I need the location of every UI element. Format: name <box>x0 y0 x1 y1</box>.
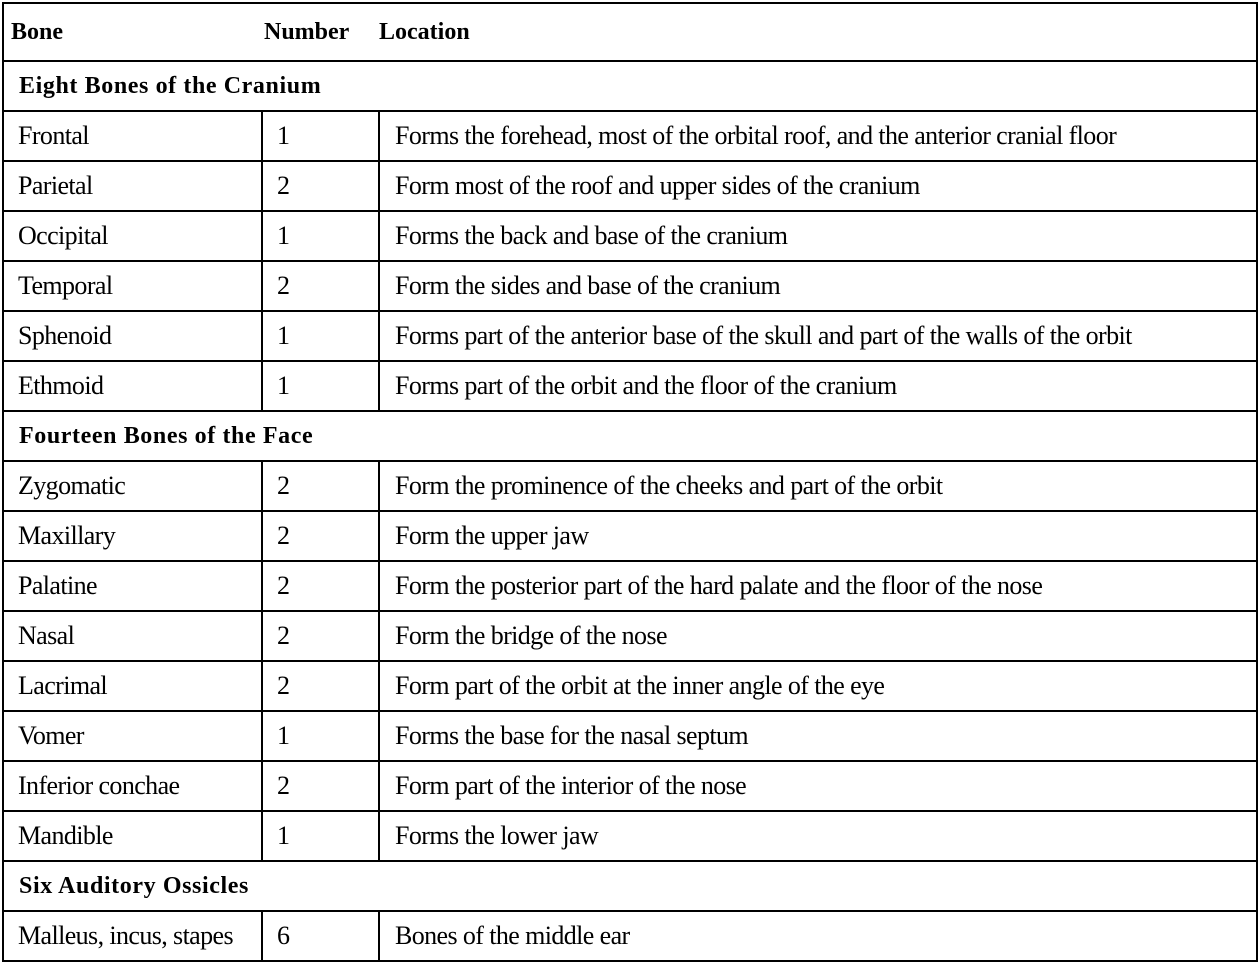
bone-name-cell: Sphenoid <box>3 311 262 361</box>
bone-name-cell: Occipital <box>3 211 262 261</box>
section-header-row <box>3 61 1257 111</box>
bone-location-cell: Form the sides and base of the cranium <box>379 261 1257 311</box>
bone-location-cell: Form the prominence of the cheeks and part of the orbit <box>379 461 1257 511</box>
bone-location-cell: Form the upper jaw <box>379 511 1257 561</box>
bone-count-cell: 2 <box>262 461 379 511</box>
bone-count-cell: 1 <box>262 811 379 861</box>
bone-location-cell: Forms part of the orbit and the floor of the cranium <box>379 361 1257 411</box>
bone-location-cell: Forms the forehead, most of the orbital roof, and the anterior cranial floor <box>379 111 1257 161</box>
bone-name-cell: Nasal <box>3 611 262 661</box>
section-title: Fourteen Bones of the Face <box>3 411 1257 461</box>
bone-location-cell: Form part of the interior of the nose <box>379 761 1257 811</box>
bone-location-cell: Bones of the middle ear <box>379 911 1257 961</box>
table-row <box>3 311 1257 361</box>
bone-name-cell: Vomer <box>3 711 262 761</box>
header-number: Number <box>262 3 379 61</box>
bone-location-cell: Form the bridge of the nose <box>379 611 1257 661</box>
table-row <box>3 811 1257 861</box>
table-row <box>3 161 1257 211</box>
table-row <box>3 611 1257 661</box>
bone-name-cell: Zygomatic <box>3 461 262 511</box>
bone-name-cell: Maxillary <box>3 511 262 561</box>
table-row <box>3 761 1257 811</box>
bone-count-cell: 1 <box>262 311 379 361</box>
bone-name-cell: Mandible <box>3 811 262 861</box>
section-title: Six Auditory Ossicles <box>3 861 1257 911</box>
bone-count-cell: 2 <box>262 761 379 811</box>
bone-location-cell: Form part of the orbit at the inner angle of the eye <box>379 661 1257 711</box>
bone-name-cell: Temporal <box>3 261 262 311</box>
section-title: Eight Bones of the Cranium <box>3 61 1257 111</box>
header-bone: Bone <box>3 3 262 61</box>
bone-name-cell: Frontal <box>3 111 262 161</box>
bone-name-cell: Lacrimal <box>3 661 262 711</box>
table-row <box>3 211 1257 261</box>
table-row <box>3 261 1257 311</box>
table-row <box>3 561 1257 611</box>
bone-name-cell: Malleus, incus, stapes <box>3 911 262 961</box>
bone-count-cell: 1 <box>262 711 379 761</box>
table-row <box>3 111 1257 161</box>
bone-name-cell: Inferior conchae <box>3 761 262 811</box>
bone-location-cell: Forms the base for the nasal septum <box>379 711 1257 761</box>
section-header-row <box>3 861 1257 911</box>
bone-name-cell: Palatine <box>3 561 262 611</box>
table-row <box>3 511 1257 561</box>
bone-location-cell: Form the posterior part of the hard palate and the floor of the nose <box>379 561 1257 611</box>
bones-table <box>2 2 1258 962</box>
header-location: Location <box>379 3 1257 61</box>
bone-count-cell: 2 <box>262 261 379 311</box>
table-body <box>3 61 1257 961</box>
bone-count-cell: 2 <box>262 161 379 211</box>
bone-count-cell: 2 <box>262 661 379 711</box>
bone-count-cell: 6 <box>262 911 379 961</box>
table-header-row <box>3 3 1257 61</box>
section-header-row <box>3 411 1257 461</box>
bone-location-cell: Forms the lower jaw <box>379 811 1257 861</box>
bone-location-cell: Forms the back and base of the cranium <box>379 211 1257 261</box>
bone-count-cell: 1 <box>262 211 379 261</box>
bone-count-cell: 2 <box>262 561 379 611</box>
bone-count-cell: 1 <box>262 111 379 161</box>
bone-count-cell: 1 <box>262 361 379 411</box>
table-row <box>3 911 1257 961</box>
table-row <box>3 461 1257 511</box>
bone-name-cell: Ethmoid <box>3 361 262 411</box>
bone-count-cell: 2 <box>262 511 379 561</box>
bone-location-cell: Forms part of the anterior base of the skull and part of the walls of the orbit <box>379 311 1257 361</box>
table-row <box>3 711 1257 761</box>
table-row <box>3 661 1257 711</box>
bone-location-cell: Form most of the roof and upper sides of the cranium <box>379 161 1257 211</box>
bone-count-cell: 2 <box>262 611 379 661</box>
bone-name-cell: Parietal <box>3 161 262 211</box>
table-row <box>3 361 1257 411</box>
